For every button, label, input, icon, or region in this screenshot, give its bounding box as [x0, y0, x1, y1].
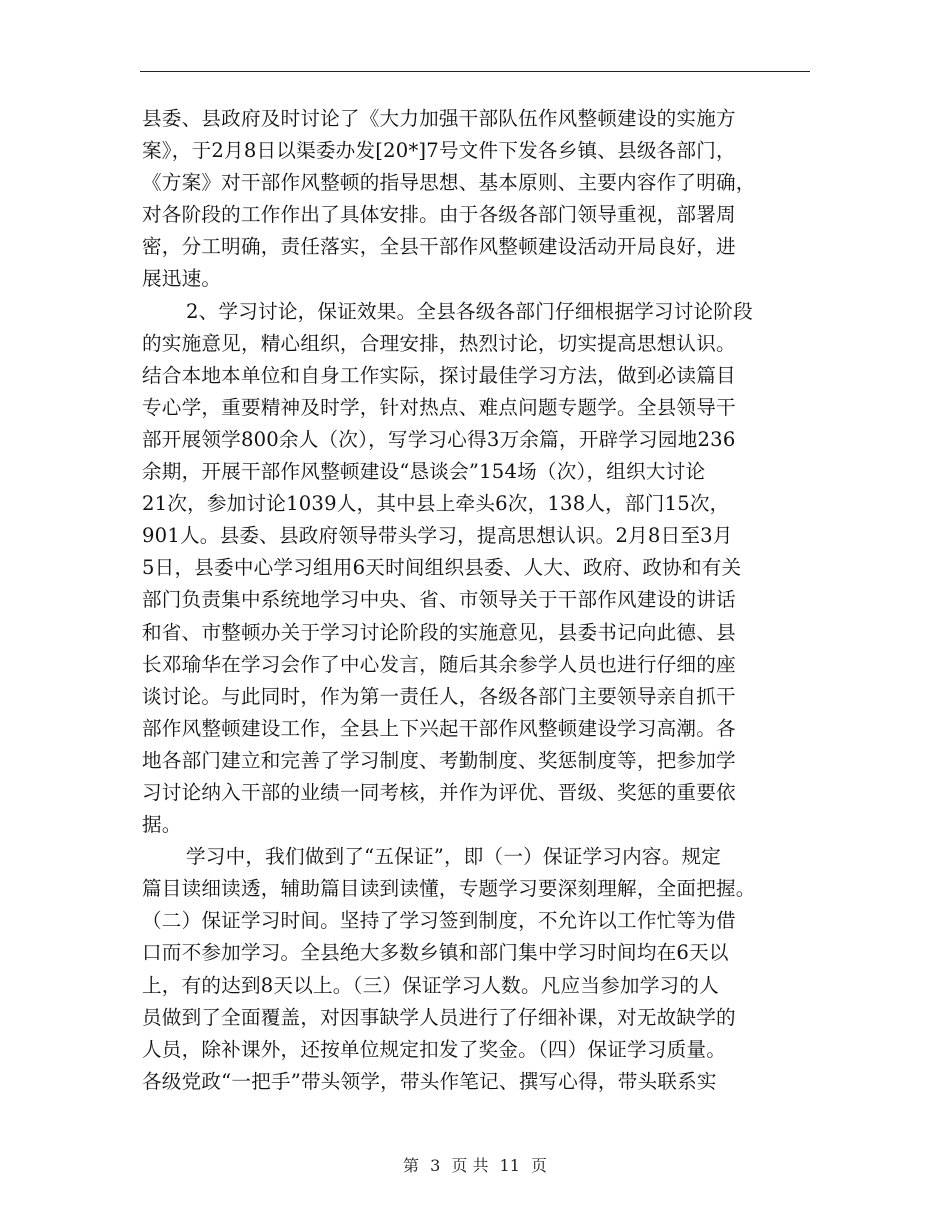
text-line: 员做到了全面覆盖，对因事缺学人员进行了仔细补课，对无故缺学的: [142, 1005, 736, 1029]
text-line: 地各部门建立和完善了学习制度、考勤制度、奖惩制度等，把参加学: [142, 748, 736, 772]
text-line: 对各阶段的工作作出了具体安排。由于各级各部门领导重视，部署周: [142, 203, 736, 227]
footer-suffix: 页: [531, 1156, 548, 1175]
header-rule: [140, 71, 810, 72]
text-line: 长邓瑜华在学习会作了中心发言，随后其余参学人员也进行仔细的座: [142, 652, 736, 676]
text-line: 口而不参加学习。全县绝大多数乡镇和部门集中学习时间均在6天以: [142, 941, 729, 965]
text-line: 的实施意见，精心组织，合理安排，热烈讨论，切实提高思想认识。: [142, 331, 736, 355]
paragraph-start-line: 2、学习讨论，保证效果。全县各级各部门仔细根据学习讨论阶段: [186, 299, 753, 323]
footer-middle: 页 共: [451, 1156, 489, 1175]
text-line: 密，分工明确，责任落实，全县干部作风整顿建设活动开局良好，进: [142, 235, 736, 259]
text-line: 案》，于2月8日以渠委办发[20*]7号文件下发各乡镇、县级各部门，: [142, 139, 736, 163]
text-line: 部开展领学800余人（次），写学习心得3万余篇，开辟学习园地236: [142, 427, 736, 451]
text-line: 5日，县委中心学习组用6天时间组织县委、人大、政府、政协和有关: [142, 556, 742, 580]
text-line: 据。: [142, 813, 182, 837]
footer-prefix: 第: [402, 1156, 419, 1175]
text-line: 和省、市整顿办关于学习讨论阶段的实施意见，县委书记向此德、县: [142, 620, 736, 644]
text-line: 上，有的达到8天以上。（三）保证学习人数。凡应当参加学习的人: [142, 973, 719, 997]
text-line: 各级党政“一把手”带头领学，带头作笔记、撰写心得，带头联系实: [142, 1069, 717, 1093]
text-line: 县委、县政府及时讨论了《大力加强干部队伍作风整顿建设的实施方: [142, 107, 736, 130]
text-line: 余期，开展干部作风整顿建设“恳谈会”154场（次），组织大讨论: [142, 460, 706, 484]
text-line: （二）保证学习时间。坚持了学习签到制度，不允许以工作忙等为借: [142, 909, 736, 933]
text-line: 谈讨论。与此同时，作为第一责任人，各级各部门主要领导亲自抓干: [142, 684, 736, 708]
body-text: [142, 103, 807, 1098]
total-page-count: 11: [499, 1156, 520, 1175]
text-line: 人员，除补课外，还按单位规定扣发了奖金。（四）保证学习质量。: [142, 1037, 727, 1061]
text-line: 展迅速。: [142, 267, 222, 291]
text-line: 篇目读细读透，辅助篇目读到读懂，专题学习要深刻理解，全面把握。: [142, 877, 756, 901]
text-line: 901人。县委、县政府领导带头学习，提高思想认识。2月8日至3月: [142, 524, 733, 548]
text-line: 部门负责集中系统地学习中央、省、市领导关于干部作风建设的讲话: [142, 588, 736, 612]
page-footer: [0, 1153, 950, 1176]
text-line: 结合本地本单位和自身工作实际，探讨最佳学习方法，做到必读篇目: [142, 363, 736, 387]
text-line: 习讨论纳入干部的业绩一同考核，并作为评优、晋级、奖惩的重要依: [142, 780, 736, 804]
paragraph-start-line: 学习中，我们做到了“五保证”，即（一）保证学习内容。规定: [186, 845, 722, 869]
text-line: 《方案》对干部作风整顿的指导思想、基本原则、主要内容作了明确，: [142, 171, 756, 195]
text-line: 21次，参加讨论1039人，其中县上牵头6次，138人，部门15次，: [142, 492, 730, 516]
text-line: 专心学，重要精神及时学，针对热点、难点问题专题学。全县领导干: [142, 395, 736, 419]
current-page-number: 3: [430, 1156, 441, 1175]
text-line: 部作风整顿建设工作，全县上下兴起干部作风整顿建设学习高潮。各: [142, 716, 736, 740]
